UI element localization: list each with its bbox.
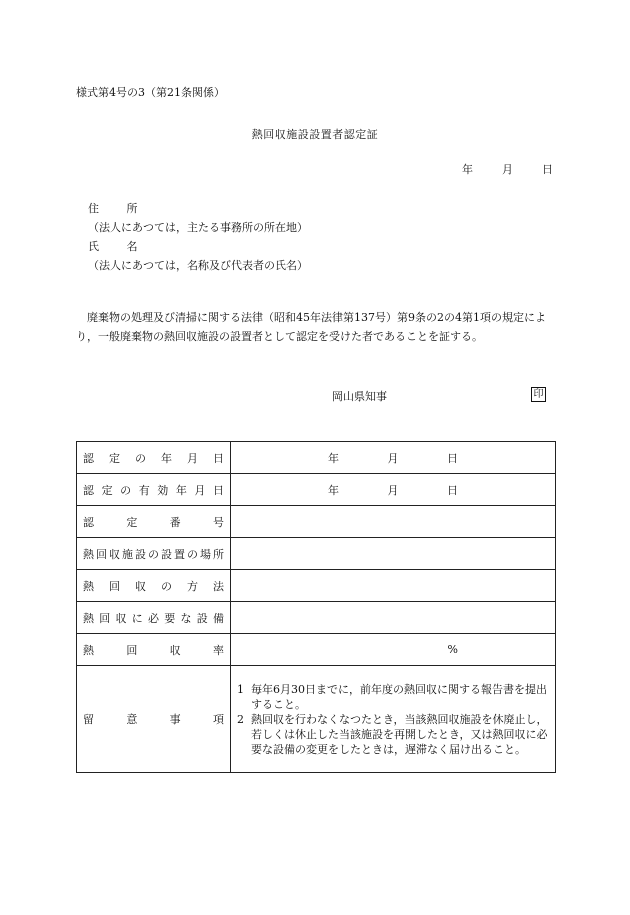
label-char: 収 xyxy=(115,611,127,625)
document-title: 熱回収施設設置者認定証 xyxy=(251,128,379,141)
label-char: 認 xyxy=(83,483,94,497)
label-char: 設 xyxy=(196,611,208,625)
table-row xyxy=(77,666,556,773)
label-char: 有 xyxy=(138,483,150,497)
row-label-text xyxy=(83,546,230,562)
row-label-authorization-date xyxy=(77,442,231,474)
name-note: （法人にあつては，名称及び代表者の氏名） xyxy=(88,259,308,272)
label-char: 回 xyxy=(96,547,107,561)
row-label-text xyxy=(83,450,230,466)
table-row xyxy=(77,474,556,506)
required-equipment-value xyxy=(231,602,556,634)
label-char: 定 xyxy=(101,483,113,497)
row-label-notes xyxy=(77,666,231,773)
label-char: 設 xyxy=(161,547,172,561)
label-char: 定 xyxy=(126,515,138,529)
day-label: 日 xyxy=(542,163,553,176)
facility-location-value xyxy=(231,538,556,570)
label-char: 回 xyxy=(99,611,111,625)
note-item: 1 毎年6月30日までに，前年度の熱回収に関する報告書を提出すること。 xyxy=(237,682,547,711)
table-row xyxy=(77,570,556,602)
label-char: 熱 xyxy=(83,579,94,593)
label-char: 回 xyxy=(109,579,120,593)
recovery-rate-value: % xyxy=(231,634,556,666)
month-label: 月 xyxy=(502,163,513,176)
row-label-facility-location xyxy=(77,538,231,570)
label-char: な xyxy=(180,611,192,625)
table-row xyxy=(77,602,556,634)
label-char: 事 xyxy=(169,713,181,726)
label-char: の xyxy=(161,579,172,593)
label-char: 月 xyxy=(194,483,206,497)
label-char: 法 xyxy=(213,579,224,593)
label-char: 収 xyxy=(135,579,146,593)
label-char: 所 xyxy=(213,547,224,561)
label-char: 施 xyxy=(122,547,133,561)
notes-list xyxy=(231,666,556,773)
table-row xyxy=(77,442,556,474)
label-char: 認 xyxy=(83,451,94,465)
label-char: 認 xyxy=(83,515,94,529)
row-label-authorization-number xyxy=(77,506,231,538)
label-char: 定 xyxy=(109,451,120,465)
table-row xyxy=(77,506,556,538)
note-item: 2 熱回収を行わなくなつたとき，当該熱回収施設を休廃止し，若しくは休止した当該施設を再開したとき，又は熱回収に必要な設備の変更をしたときは，遅滞なく届け出ること。 xyxy=(237,712,548,756)
label-char: 設 xyxy=(135,547,146,561)
label-char: 号 xyxy=(212,515,224,529)
row-label-text xyxy=(83,610,230,626)
label-char: 場 xyxy=(200,547,211,561)
label-char: 日 xyxy=(212,483,224,497)
label-char: 要 xyxy=(164,611,176,625)
label-char: 年 xyxy=(161,451,172,465)
address-note: （法人にあつては，主たる事務所の所在地） xyxy=(88,221,308,234)
row-label-text xyxy=(83,514,230,530)
year-label: 年 xyxy=(462,163,473,176)
valid-date-value: 年 月 日 xyxy=(231,474,556,506)
table-row xyxy=(77,538,556,570)
row-label-text xyxy=(83,482,230,498)
row-label-required-equipment xyxy=(77,602,231,634)
label-char: 項 xyxy=(212,713,224,726)
row-label-recovery-method xyxy=(77,570,231,602)
label-char: 率 xyxy=(212,643,224,657)
label-char: 回 xyxy=(126,643,138,657)
label-char: 日 xyxy=(213,451,224,465)
label-char: 熱 xyxy=(83,643,94,657)
holder-block xyxy=(88,199,308,275)
label-char: 必 xyxy=(148,611,159,625)
label-char: に xyxy=(131,611,143,625)
label-char: 月 xyxy=(187,451,198,465)
label-char: 熱 xyxy=(83,547,94,561)
recovery-method-value xyxy=(231,570,556,602)
seal-mark: 印 xyxy=(531,387,546,402)
label-char: 収 xyxy=(169,643,181,657)
label-char: 方 xyxy=(187,579,198,593)
label-char: の xyxy=(148,547,159,561)
form-number: 様式第4号の3（第21条関係） xyxy=(76,86,225,99)
label-char: 熱 xyxy=(83,611,94,625)
row-label-recovery-rate xyxy=(77,634,231,666)
row-label-valid-date xyxy=(77,474,231,506)
label-char: 意 xyxy=(126,713,138,726)
label-char: 留 xyxy=(83,713,94,726)
row-label-text xyxy=(83,578,230,594)
issue-date xyxy=(462,161,553,177)
label-char: 年 xyxy=(175,483,187,497)
label-char: 置 xyxy=(174,547,185,561)
label-char: 効 xyxy=(157,483,169,497)
issuer-name: 岡山県知事 xyxy=(332,390,387,403)
address-label: 住 所 xyxy=(88,202,150,215)
label-char: 収 xyxy=(109,547,120,561)
row-label-text xyxy=(83,711,230,727)
label-char: の xyxy=(135,451,146,465)
table-row xyxy=(77,634,556,666)
certification-statement: 廃棄物の処理及び清掃に関する法律（昭和45年法律第137号）第9条の2の4第1項の規定により，一般廃棄物の熱回収施設の設置者として認定を受けた者であることを証する。 xyxy=(76,311,546,343)
label-char: の xyxy=(120,483,132,497)
row-label-text xyxy=(83,642,230,658)
label-char: 番 xyxy=(169,515,181,529)
authorization-number-value xyxy=(231,506,556,538)
authorization-date-value: 年 月 日 xyxy=(231,442,556,474)
label-char: 備 xyxy=(213,611,224,625)
name-label: 氏 名 xyxy=(88,240,150,253)
label-char: の xyxy=(187,547,198,561)
certificate-table xyxy=(76,441,556,773)
